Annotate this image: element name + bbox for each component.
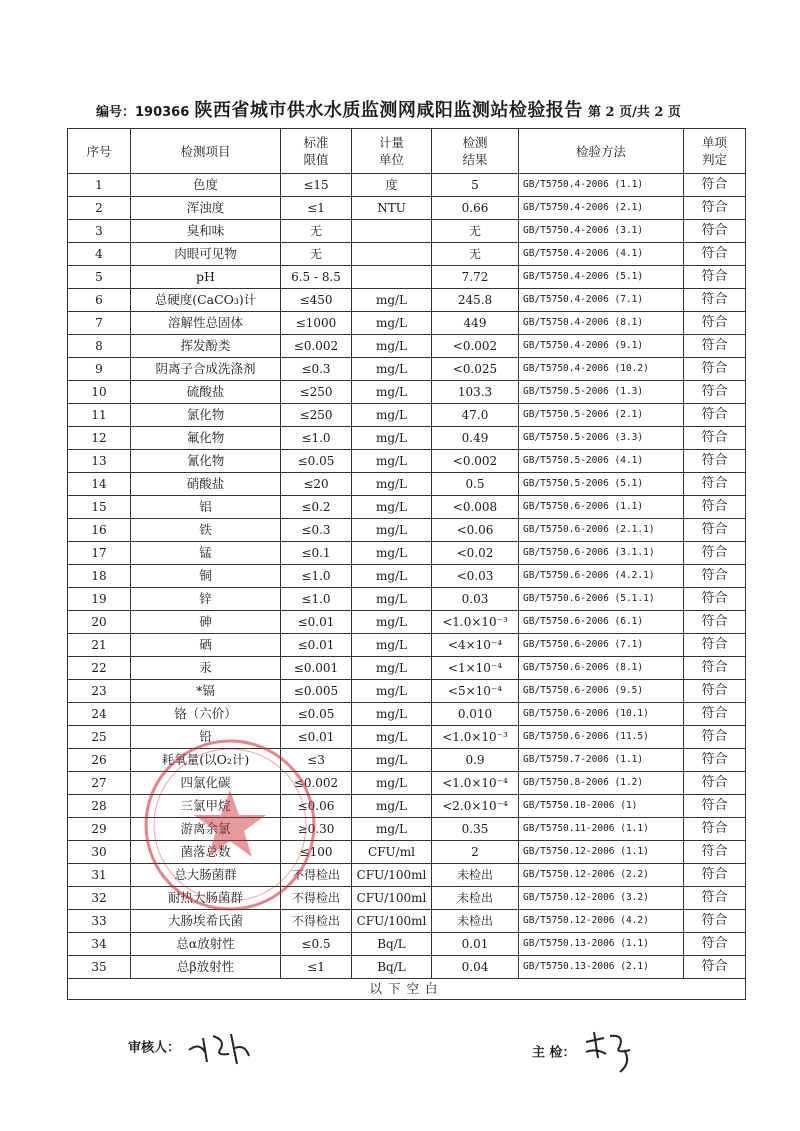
cell-verdict: 符合 — [684, 542, 746, 565]
cell-item: 游离余氯 — [131, 818, 281, 841]
inspector-signature — [532, 1028, 650, 1078]
cell-limit: ≤0.05 — [281, 450, 352, 473]
table-row — [68, 933, 746, 956]
cell-verdict: 符合 — [684, 519, 746, 542]
cell-verdict: 符合 — [684, 703, 746, 726]
cell-result: <0.02 — [432, 542, 519, 565]
cell-unit: CFU/100ml — [352, 864, 432, 887]
cell-item: 氰化物 — [131, 450, 281, 473]
cell-limit: 不得检出 — [281, 887, 352, 910]
cell-verdict: 符合 — [684, 404, 746, 427]
cell-item: 总α放射性 — [131, 933, 281, 956]
cell-item: 总大肠菌群 — [131, 864, 281, 887]
table-row — [68, 312, 746, 335]
cell-limit: 无 — [281, 243, 352, 266]
cell-method: GB/T5750.4-2006 (8.1) — [519, 312, 684, 335]
cell-limit: 不得检出 — [281, 864, 352, 887]
table-row — [68, 611, 746, 634]
cell-item: *镉 — [131, 680, 281, 703]
cell-verdict: 符合 — [684, 565, 746, 588]
cell-item: 氯化物 — [131, 404, 281, 427]
cell-limit: ≤3 — [281, 749, 352, 772]
cell-unit: Bq/L — [352, 933, 432, 956]
cell-item: 浑浊度 — [131, 197, 281, 220]
cell-result: 未检出 — [432, 887, 519, 910]
cell-method: GB/T5750.6-2006 (2.1.1) — [519, 519, 684, 542]
cell-unit: Bq/L — [352, 956, 432, 979]
cell-method: GB/T5750.4-2006 (7.1) — [519, 289, 684, 312]
cell-unit: mg/L — [352, 795, 432, 818]
cell-verdict: 符合 — [684, 680, 746, 703]
cell-seq: 3 — [68, 220, 131, 243]
cell-method: GB/T5750.4-2006 (3.1) — [519, 220, 684, 243]
table-row — [68, 657, 746, 680]
cell-limit: ≤1.0 — [281, 588, 352, 611]
cell-method: GB/T5750.6-2006 (1.1) — [519, 496, 684, 519]
table-row — [68, 680, 746, 703]
cell-verdict: 符合 — [684, 611, 746, 634]
cell-result: 2 — [432, 841, 519, 864]
cell-item: 铬（六价） — [131, 703, 281, 726]
cell-verdict: 符合 — [684, 358, 746, 381]
cell-limit: ≤0.01 — [281, 611, 352, 634]
table-row — [68, 542, 746, 565]
cell-limit: ≤0.01 — [281, 634, 352, 657]
cell-verdict: 符合 — [684, 220, 746, 243]
cell-method: GB/T5750.6-2006 (7.1) — [519, 634, 684, 657]
cell-verdict: 符合 — [684, 772, 746, 795]
table-row — [68, 358, 746, 381]
cell-seq: 15 — [68, 496, 131, 519]
cell-seq: 5 — [68, 266, 131, 289]
cell-verdict: 符合 — [684, 657, 746, 680]
cell-seq: 33 — [68, 910, 131, 933]
cell-result: <1.0×10⁻³ — [432, 611, 519, 634]
cell-verdict: 符合 — [684, 818, 746, 841]
cell-unit: mg/L — [352, 611, 432, 634]
cell-seq: 27 — [68, 772, 131, 795]
cell-limit: 6.5 - 8.5 — [281, 266, 352, 289]
cell-item: 肉眼可见物 — [131, 243, 281, 266]
cell-unit: mg/L — [352, 404, 432, 427]
cell-method: GB/T5750.12-2006 (1.1) — [519, 841, 684, 864]
cell-item: 菌落总数 — [131, 841, 281, 864]
cell-limit: ≤0.1 — [281, 542, 352, 565]
cell-item: 硝酸盐 — [131, 473, 281, 496]
cell-verdict: 符合 — [684, 496, 746, 519]
cell-item: 硫酸盐 — [131, 381, 281, 404]
cell-method: GB/T5750.5-2006 (5.1) — [519, 473, 684, 496]
cell-method: GB/T5750.8-2006 (1.2) — [519, 772, 684, 795]
cell-item: 铁 — [131, 519, 281, 542]
cell-seq: 28 — [68, 795, 131, 818]
cell-method: GB/T5750.6-2006 (4.2.1) — [519, 565, 684, 588]
cell-unit — [352, 243, 432, 266]
cell-result: 0.66 — [432, 197, 519, 220]
cell-result: <0.025 — [432, 358, 519, 381]
cell-verdict: 符合 — [684, 588, 746, 611]
cell-seq: 16 — [68, 519, 131, 542]
cell-limit: ≤0.05 — [281, 703, 352, 726]
cell-method: GB/T5750.5-2006 (4.1) — [519, 450, 684, 473]
cell-unit: mg/L — [352, 726, 432, 749]
cell-result: 0.01 — [432, 933, 519, 956]
cell-result: 0.5 — [432, 473, 519, 496]
cell-unit: mg/L — [352, 358, 432, 381]
cell-method: GB/T5750.6-2006 (6.1) — [519, 611, 684, 634]
cell-seq: 32 — [68, 887, 131, 910]
cell-verdict: 符合 — [684, 174, 746, 197]
cell-item: 阴离子合成洗涤剂 — [131, 358, 281, 381]
cell-unit: mg/L — [352, 473, 432, 496]
cell-verdict: 符合 — [684, 381, 746, 404]
cell-method: GB/T5750.4-2006 (9.1) — [519, 335, 684, 358]
cell-verdict: 符合 — [684, 289, 746, 312]
cell-method: GB/T5750.5-2006 (2.1) — [519, 404, 684, 427]
blank-below-note: 以下空白 — [68, 979, 746, 1000]
cell-limit: ≤1000 — [281, 312, 352, 335]
cell-limit: ≤0.002 — [281, 772, 352, 795]
cell-method: GB/T5750.4-2006 (1.1) — [519, 174, 684, 197]
cell-result: 245.8 — [432, 289, 519, 312]
cell-verdict: 符合 — [684, 266, 746, 289]
cell-unit: mg/L — [352, 565, 432, 588]
cell-seq: 20 — [68, 611, 131, 634]
cell-seq: 30 — [68, 841, 131, 864]
cell-result: <0.002 — [432, 450, 519, 473]
report-title: 陕西省城市供水水质监测网咸阳监测站检验报告 — [194, 100, 583, 121]
table-row — [68, 519, 746, 542]
cell-item: 铜 — [131, 565, 281, 588]
cell-item: 氟化物 — [131, 427, 281, 450]
cell-method: GB/T5750.5-2006 (3.3) — [519, 427, 684, 450]
cell-unit: mg/L — [352, 496, 432, 519]
cell-result: 5 — [432, 174, 519, 197]
cell-unit: mg/L — [352, 519, 432, 542]
cell-result: 0.49 — [432, 427, 519, 450]
cell-method: GB/T5750.10-2006 (1) — [519, 795, 684, 818]
cell-seq: 13 — [68, 450, 131, 473]
cell-result: 未检出 — [432, 864, 519, 887]
cell-item: 汞 — [131, 657, 281, 680]
inspection-seal — [140, 735, 320, 915]
cell-seq: 22 — [68, 657, 131, 680]
cell-item: 砷 — [131, 611, 281, 634]
cell-method: GB/T5750.4-2006 (4.1) — [519, 243, 684, 266]
cell-limit: 不得检出 — [281, 910, 352, 933]
cell-item: 四氯化碳 — [131, 772, 281, 795]
table-row — [68, 404, 746, 427]
table-row — [68, 473, 746, 496]
header-method: 检验方法 — [519, 129, 684, 174]
cell-method: GB/T5750.6-2006 (5.1.1) — [519, 588, 684, 611]
cell-item: 溶解性总固体 — [131, 312, 281, 335]
cell-item: 挥发酚类 — [131, 335, 281, 358]
cell-item: 锌 — [131, 588, 281, 611]
cell-method: GB/T5750.12-2006 (4.2) — [519, 910, 684, 933]
cell-limit: ≤250 — [281, 404, 352, 427]
table-row — [68, 427, 746, 450]
cell-result: <4×10⁻⁴ — [432, 634, 519, 657]
cell-result: 0.03 — [432, 588, 519, 611]
cell-seq: 31 — [68, 864, 131, 887]
cell-unit: 度 — [352, 174, 432, 197]
cell-result: 0.35 — [432, 818, 519, 841]
cell-limit: ≤0.06 — [281, 795, 352, 818]
cell-result: 0.9 — [432, 749, 519, 772]
inspector-handwritten-signature — [580, 1028, 650, 1078]
cell-limit: ≤0.2 — [281, 496, 352, 519]
cell-seq: 12 — [68, 427, 131, 450]
cell-unit: CFU/100ml — [352, 887, 432, 910]
cell-seq: 10 — [68, 381, 131, 404]
cell-unit: mg/L — [352, 772, 432, 795]
cell-method: GB/T5750.6-2006 (11.5) — [519, 726, 684, 749]
table-row — [68, 450, 746, 473]
reviewer-handwritten-signature — [185, 1028, 255, 1068]
cell-item: 锰 — [131, 542, 281, 565]
cell-method: GB/T5750.11-2006 (1.1) — [519, 818, 684, 841]
cell-limit: ≤1.0 — [281, 565, 352, 588]
cell-method: GB/T5750.12-2006 (2.2) — [519, 864, 684, 887]
report-header — [96, 96, 736, 124]
table-row — [68, 243, 746, 266]
cell-unit: CFU/100ml — [352, 910, 432, 933]
cell-seq: 25 — [68, 726, 131, 749]
cell-seq: 35 — [68, 956, 131, 979]
cell-verdict: 符合 — [684, 450, 746, 473]
cell-result: <0.06 — [432, 519, 519, 542]
cell-seq: 9 — [68, 358, 131, 381]
cell-seq: 26 — [68, 749, 131, 772]
cell-result: 0.010 — [432, 703, 519, 726]
cell-seq: 14 — [68, 473, 131, 496]
cell-unit: CFU/ml — [352, 841, 432, 864]
table-row — [68, 289, 746, 312]
cell-verdict: 符合 — [684, 243, 746, 266]
cell-result: <0.03 — [432, 565, 519, 588]
cell-limit: 无 — [281, 220, 352, 243]
report-code: 编号：190366 — [96, 105, 190, 120]
table-row — [68, 565, 746, 588]
cell-method: GB/T5750.4-2006 (5.1) — [519, 266, 684, 289]
cell-verdict: 符合 — [684, 864, 746, 887]
cell-unit: mg/L — [352, 312, 432, 335]
cell-method: GB/T5750.13-2006 (2.1) — [519, 956, 684, 979]
cell-unit: mg/L — [352, 427, 432, 450]
cell-seq: 8 — [68, 335, 131, 358]
table-row — [68, 956, 746, 979]
cell-item: 铝 — [131, 496, 281, 519]
cell-seq: 21 — [68, 634, 131, 657]
cell-result: 未检出 — [432, 910, 519, 933]
cell-verdict: 符合 — [684, 634, 746, 657]
table-row — [68, 220, 746, 243]
cell-unit: mg/L — [352, 588, 432, 611]
cell-method: GB/T5750.6-2006 (9.5) — [519, 680, 684, 703]
cell-item: pH — [131, 266, 281, 289]
cell-result: 47.0 — [432, 404, 519, 427]
cell-limit: ≤0.001 — [281, 657, 352, 680]
cell-result: <1.0×10⁻³ — [432, 726, 519, 749]
cell-result: <5×10⁻⁴ — [432, 680, 519, 703]
cell-result: <0.008 — [432, 496, 519, 519]
cell-limit: ≤1 — [281, 956, 352, 979]
cell-result: 7.72 — [432, 266, 519, 289]
cell-unit: mg/L — [352, 703, 432, 726]
cell-unit: mg/L — [352, 749, 432, 772]
cell-method: GB/T5750.4-2006 (2.1) — [519, 197, 684, 220]
cell-verdict: 符合 — [684, 887, 746, 910]
cell-limit: ≤0.005 — [281, 680, 352, 703]
cell-result: 0.04 — [432, 956, 519, 979]
cell-method: GB/T5750.6-2006 (3.1.1) — [519, 542, 684, 565]
cell-seq: 23 — [68, 680, 131, 703]
cell-item: 铅 — [131, 726, 281, 749]
cell-result: 无 — [432, 220, 519, 243]
cell-verdict: 符合 — [684, 427, 746, 450]
cell-result: <2.0×10⁻⁴ — [432, 795, 519, 818]
header-result: 检测 结果 — [432, 129, 519, 174]
cell-verdict: 符合 — [684, 910, 746, 933]
cell-verdict: 符合 — [684, 956, 746, 979]
cell-unit: NTU — [352, 197, 432, 220]
cell-item: 总β放射性 — [131, 956, 281, 979]
table-row — [68, 634, 746, 657]
cell-limit: ≤450 — [281, 289, 352, 312]
cell-limit: ≤0.3 — [281, 519, 352, 542]
cell-method: GB/T5750.5-2006 (1.3) — [519, 381, 684, 404]
cell-verdict: 符合 — [684, 312, 746, 335]
cell-limit: ≤100 — [281, 841, 352, 864]
cell-unit: mg/L — [352, 818, 432, 841]
cell-result: <1.0×10⁻⁴ — [432, 772, 519, 795]
reviewer-signature — [128, 1028, 255, 1068]
cell-method: GB/T5750.12-2006 (3.2) — [519, 887, 684, 910]
cell-item: 大肠埃希氏菌 — [131, 910, 281, 933]
cell-seq: 34 — [68, 933, 131, 956]
cell-item: 总硬度(CaCO₃)计 — [131, 289, 281, 312]
header-item: 检测项目 — [131, 129, 281, 174]
cell-unit — [352, 266, 432, 289]
cell-verdict: 符合 — [684, 335, 746, 358]
cell-unit: mg/L — [352, 381, 432, 404]
cell-limit: ≥0.30 — [281, 818, 352, 841]
table-row — [68, 266, 746, 289]
header-seq: 序号 — [68, 129, 131, 174]
cell-item: 臭和味 — [131, 220, 281, 243]
cell-verdict: 符合 — [684, 841, 746, 864]
cell-limit: ≤0.01 — [281, 726, 352, 749]
cell-unit — [352, 220, 432, 243]
cell-limit: ≤0.5 — [281, 933, 352, 956]
table-footer-row — [68, 979, 746, 1000]
table-row — [68, 174, 746, 197]
cell-result: 449 — [432, 312, 519, 335]
cell-seq: 24 — [68, 703, 131, 726]
cell-unit: mg/L — [352, 542, 432, 565]
table-row — [68, 588, 746, 611]
cell-seq: 29 — [68, 818, 131, 841]
inspector-label: 主 检： — [532, 1045, 576, 1061]
cell-verdict: 符合 — [684, 473, 746, 496]
cell-result: 103.3 — [432, 381, 519, 404]
page-info: 第 2 页/共 2 页 — [587, 105, 681, 120]
cell-unit: mg/L — [352, 657, 432, 680]
cell-seq: 2 — [68, 197, 131, 220]
cell-unit: mg/L — [352, 289, 432, 312]
cell-limit: ≤20 — [281, 473, 352, 496]
cell-verdict: 符合 — [684, 933, 746, 956]
cell-verdict: 符合 — [684, 726, 746, 749]
cell-unit: mg/L — [352, 680, 432, 703]
cell-item: 色度 — [131, 174, 281, 197]
cell-seq: 7 — [68, 312, 131, 335]
cell-item: 耐热大肠菌群 — [131, 887, 281, 910]
cell-seq: 11 — [68, 404, 131, 427]
cell-method: GB/T5750.4-2006 (10.2) — [519, 358, 684, 381]
table-row — [68, 381, 746, 404]
cell-unit: mg/L — [352, 450, 432, 473]
cell-result: <0.002 — [432, 335, 519, 358]
table-row — [68, 703, 746, 726]
cell-seq: 1 — [68, 174, 131, 197]
cell-limit: ≤1.0 — [281, 427, 352, 450]
cell-item: 硒 — [131, 634, 281, 657]
cell-verdict: 符合 — [684, 197, 746, 220]
cell-item: 耗氧量(以O₂计) — [131, 749, 281, 772]
cell-limit: ≤0.002 — [281, 335, 352, 358]
cell-item: 三氯甲烷 — [131, 795, 281, 818]
cell-seq: 18 — [68, 565, 131, 588]
table-row — [68, 197, 746, 220]
cell-method: GB/T5750.7-2006 (1.1) — [519, 749, 684, 772]
cell-seq: 19 — [68, 588, 131, 611]
cell-method: GB/T5750.6-2006 (10.1) — [519, 703, 684, 726]
cell-limit: ≤1 — [281, 197, 352, 220]
cell-limit: ≤0.3 — [281, 358, 352, 381]
cell-unit: mg/L — [352, 335, 432, 358]
cell-method: GB/T5750.6-2006 (8.1) — [519, 657, 684, 680]
cell-verdict: 符合 — [684, 749, 746, 772]
cell-result: 无 — [432, 243, 519, 266]
reviewer-label: 审核人： — [128, 1040, 181, 1056]
table-row — [68, 496, 746, 519]
header-verdict: 单项 判定 — [684, 129, 746, 174]
cell-result: <1×10⁻⁴ — [432, 657, 519, 680]
cell-method: GB/T5750.13-2006 (1.1) — [519, 933, 684, 956]
cell-seq: 6 — [68, 289, 131, 312]
header-unit: 计量 单位 — [352, 129, 432, 174]
cell-limit: ≤250 — [281, 381, 352, 404]
cell-seq: 17 — [68, 542, 131, 565]
cell-limit: ≤15 — [281, 174, 352, 197]
header-limit: 标准 限值 — [281, 129, 352, 174]
cell-unit: mg/L — [352, 634, 432, 657]
table-row — [68, 335, 746, 358]
cell-seq: 4 — [68, 243, 131, 266]
table-header-row — [68, 129, 746, 174]
cell-verdict: 符合 — [684, 795, 746, 818]
